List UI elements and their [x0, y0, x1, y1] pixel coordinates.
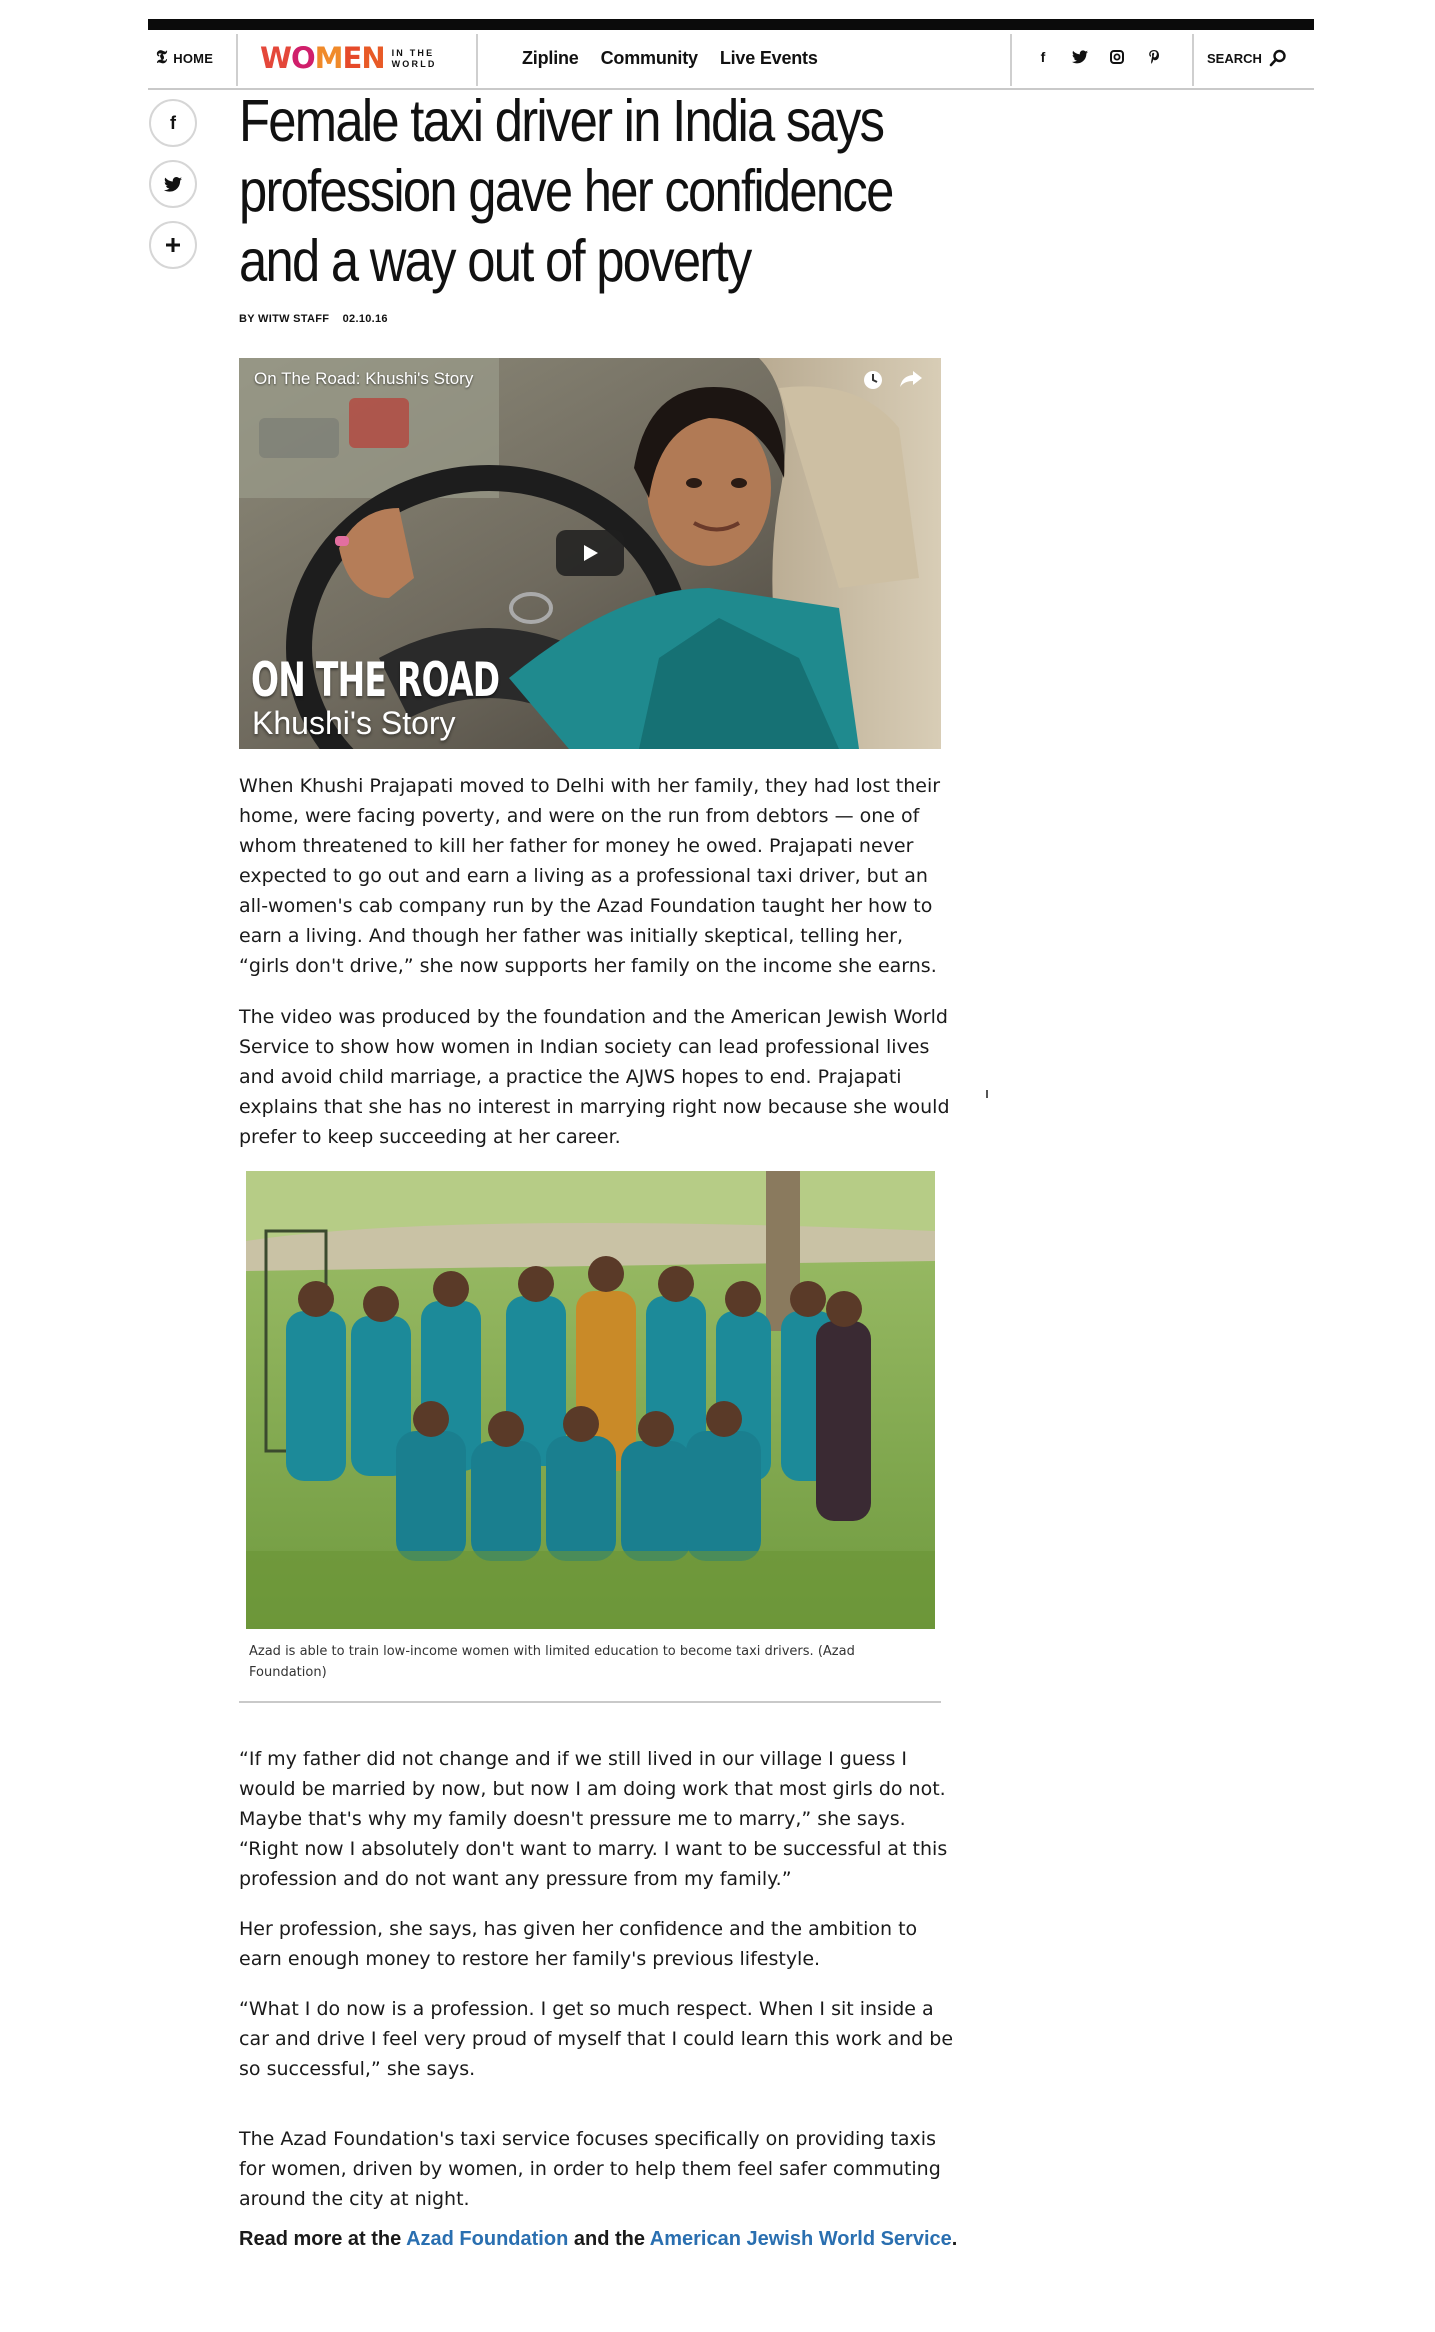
share-icon[interactable]: [899, 369, 923, 389]
play-button[interactable]: [556, 530, 624, 576]
share-more-button[interactable]: [149, 221, 197, 269]
byline-author: BY WITW STAFF: [239, 313, 330, 325]
article-byline: [239, 313, 398, 325]
nyt-logo-icon: 𝕿: [156, 47, 168, 68]
twitter-icon[interactable]: [1072, 48, 1088, 66]
search-label: SEARCH: [1207, 50, 1262, 66]
divider: [236, 34, 238, 86]
twitter-icon: [164, 177, 182, 192]
divider: [476, 34, 478, 86]
azad-foundation-link[interactable]: Azad Foundation: [406, 2228, 569, 2250]
article-photo: [246, 1171, 935, 1629]
caption-divider: [239, 1701, 941, 1703]
main-nav: [522, 48, 840, 69]
article-paragraph: “What I do now is a profession. I get so much respect. When I sit inside a car and drive I feel very proud of myself that I could learn this work and be so successful,” she says.: [239, 1998, 954, 2080]
facebook-icon[interactable]: f: [1040, 49, 1046, 65]
home-label: HOME: [173, 50, 214, 66]
nav-link-community[interactable]: Community: [600, 48, 698, 68]
site-header: [148, 30, 1314, 90]
pinterest-icon[interactable]: [1146, 48, 1162, 66]
women-in-the-world-logo[interactable]: [260, 41, 448, 75]
video-overlay-title: ON THE ROAD: [251, 653, 500, 708]
byline-date: 02.10.16: [342, 313, 388, 325]
ajws-link[interactable]: American Jewish World Service: [649, 2228, 952, 2250]
watch-later-icon[interactable]: [862, 369, 884, 391]
play-icon: [580, 543, 600, 563]
share-twitter-button[interactable]: [149, 160, 197, 208]
top-black-bar: [148, 19, 1314, 30]
logo-wordmark: WOMEN: [260, 41, 385, 75]
share-facebook-button[interactable]: [149, 99, 197, 147]
social-links: [1035, 48, 1162, 66]
article-paragraph: The Azad Foundation's taxi service focuses specifically on providing taxis for women, driven by women, in order to help them feel safer commuting around the city at night.: [239, 2128, 941, 2210]
article-paragraph: The video was produced by the foundation and the American Jewish World Service to show how women in Indian society can lead professional lives and avoid child marriage, a practice the AJWS hopes to end. Prajapati explains that she has no interest in marrying right now because she would prefer to keep succeeding at her career.: [239, 1006, 950, 1148]
divider: [1010, 34, 1012, 86]
instagram-icon[interactable]: [1109, 48, 1125, 66]
logo-subtitle: IN THE WORLD: [391, 47, 437, 69]
article-paragraph: When Khushi Prajapati moved to Delhi with her family, they had lost their home, were facing poverty, and were on the run from debtors — one of whom threatened to kill her father for money he owed. Prajapati never expected to go out and earn a living as a professional taxi driver, but an all-women's cab company run by the Azad Foundation taught her how to earn a living. And though her father was initially skeptical, telling her, “girls don't drive,” she now supports her family on the income she earns.: [239, 775, 941, 977]
group-photo-image: [246, 1171, 935, 1629]
facebook-icon: f: [170, 112, 176, 133]
video-player[interactable]: [239, 358, 941, 749]
home-link[interactable]: [156, 49, 213, 67]
video-title: On The Road: Khushi's Story: [254, 369, 474, 388]
video-overlay-subtitle: Khushi's Story: [252, 705, 456, 741]
plus-icon: [165, 237, 181, 253]
article-paragraph: Her profession, she says, has given her confidence and the ambition to earn enough money to restore her family's previous lifestyle.: [239, 1918, 918, 1970]
article-paragraph: “If my father did not change and if we still lived in our village I guess I would be married by now, but now I am doing work that most girls do not. Maybe that's why my family doesn't pressure me to marry,” she says. “Right now I absolutely don't want to marry. I want to be successful at this profession and do not want any pressure from my family.”: [239, 1748, 948, 1890]
nav-link-zipline[interactable]: Zipline: [522, 48, 579, 68]
artifact-mark: [986, 1090, 988, 1098]
article-headline: Female taxi driver in India says profession gave her confidence and a way out of poverty: [239, 88, 893, 294]
divider: [1192, 34, 1194, 86]
search-icon: [1269, 49, 1287, 67]
search-button[interactable]: [1207, 49, 1287, 67]
read-more: Read more at the Azad Foundation and the American Jewish World Service.: [239, 2228, 958, 2250]
photo-caption: Azad is able to train low-income women with limited education to become taxi drivers. (Azad Foundation): [249, 1644, 855, 1680]
nav-link-live-events[interactable]: Live Events: [719, 48, 818, 68]
share-buttons: [149, 99, 197, 282]
